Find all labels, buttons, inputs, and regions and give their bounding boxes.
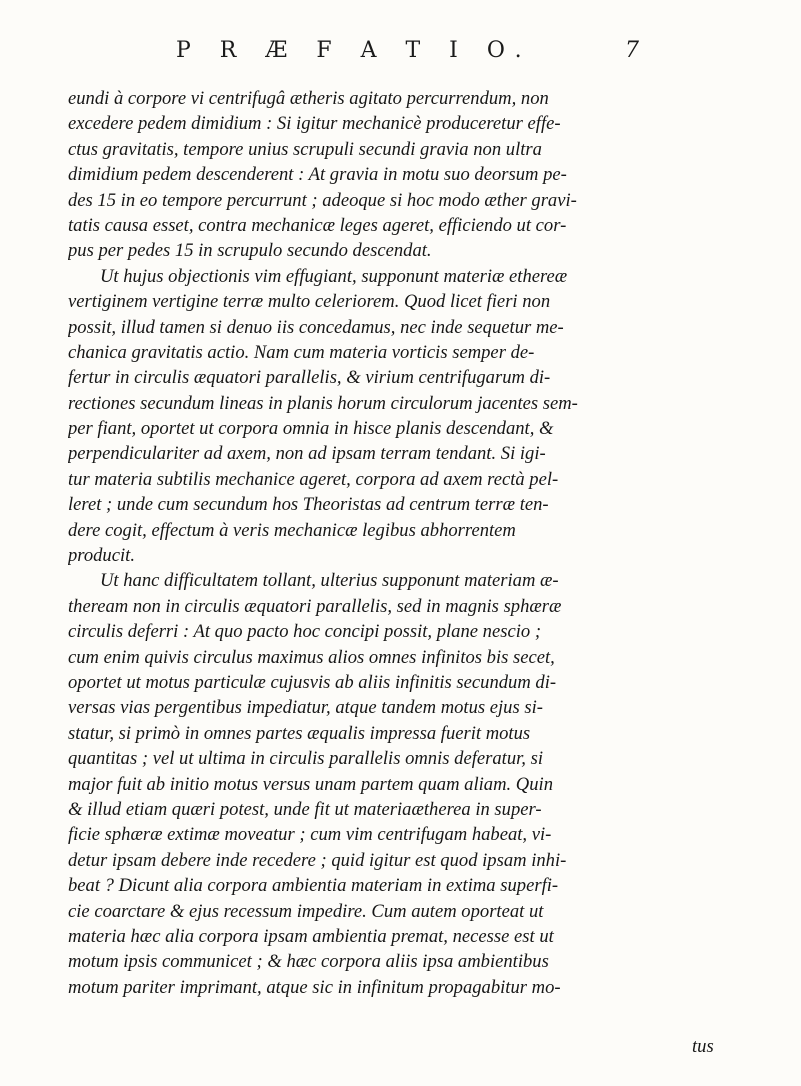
text-line: statur, si primò in omnes partes æqualis impressa fuerit motus: [68, 722, 531, 744]
body-text: [68, 86, 753, 1000]
text-line: fertur in circulis æquatori parallelis, & virium centrifugarum di-: [68, 367, 551, 389]
text-line: pus per pedes 15 in scrupulo secundo descendat.: [68, 240, 432, 262]
paragraph-start-line: Ut hanc difficultatem tollant, ulterius supponunt materiam æ-: [100, 570, 559, 592]
running-title: P R Æ F A T I O.: [176, 38, 533, 63]
page-number: 7: [625, 38, 639, 63]
text-line: motum pariter imprimant, atque sic in infinitum propagabitur mo-: [68, 976, 561, 998]
text-line: beat ? Dicunt alia corpora ambientia materiam in extima superfi-: [68, 875, 559, 897]
text-line: cum enim quivis circulus maximus alios omnes infinitos bis secet,: [68, 646, 555, 668]
text-line: excedere pedem dimidium : Si igitur mechanicè produceretur effe-: [68, 113, 561, 135]
text-line: quantitas ; vel ut ultima in circulis parallelis omnis deferatur, si: [68, 748, 543, 770]
text-line: cie coarctare & ejus recessum impedire. Cum autem oporteat ut: [68, 900, 544, 922]
text-line: leret ; unde cum secundum hos Theoristas ad centrum terræ ten-: [68, 494, 549, 516]
text-line: materia hæc alia corpora ipsam ambientia premat, necesse est ut: [68, 925, 554, 947]
text-line: ctus gravitatis, tempore unius scrupuli secundi gravia non ultra: [68, 138, 542, 160]
text-line: des 15 in eo tempore percurrunt ; adeoque si hoc modo æther gravi-: [68, 189, 577, 211]
text-line: possit, illud tamen si denuo iis concedamus, nec inde sequetur me-: [68, 316, 564, 338]
text-line: rectiones secundum lineas in planis horum circulorum jacentes sem-: [68, 392, 578, 414]
text-line: eundi à corpore vi centrifugâ ætheris agitato percurrendum, non: [68, 88, 549, 109]
text-line: perpendiculariter ad axem, non ad ipsam terram tendant. Si igi-: [68, 443, 546, 465]
text-line: dimidium pedem descenderent : At gravia in motu suo deorsum pe-: [68, 164, 567, 186]
text-line: motum ipsis communicet ; & hæc corpora aliis ipsa ambientibus: [68, 951, 549, 973]
catchword: tus: [692, 1036, 714, 1057]
text-line: tur materia subtilis mechanice ageret, corpora ad axem rectà pel-: [68, 468, 559, 490]
running-head: [150, 34, 650, 70]
paragraph-start-line: Ut hujus objectionis vim effugiant, supponunt materiæ ethereæ: [100, 265, 568, 287]
text-line: ficie sphæræ extimæ moveatur ; cum vim centrifugam habeat, vi-: [68, 824, 552, 846]
text-line: detur ipsam debere inde recedere ; quid igitur est quod ipsam inhi-: [68, 849, 567, 871]
text-line: theream non in circulis æquatori parallelis, sed in magnis sphæræ: [68, 595, 562, 617]
text-line: circulis deferri : At quo pacto hoc concipi possit, plane nescio ;: [68, 621, 542, 643]
text-line: vertiginem vertigine terræ multo celeriorem. Quod licet fieri non: [68, 291, 551, 313]
text-line: tatis causa esset, contra mechanicæ leges ageret, efficiendo ut cor-: [68, 214, 567, 236]
text-line: oportet ut motus particulæ cujusvis ab aliis infinitis secundum di-: [68, 671, 557, 693]
text-line: dere cogit, effectum à veris mechanicæ legibus abhorrentem: [68, 519, 516, 541]
text-line: major fuit ab initio motus versus unam partem quam aliam. Quin: [68, 773, 553, 795]
text-line: producit.: [68, 545, 135, 567]
text-line: & illud etiam quæri potest, unde fit ut materiaætherea in super-: [68, 798, 542, 820]
text-line: per fiant, oportet ut corpora omnia in hisce planis descendant, &: [68, 418, 554, 440]
text-line: versas vias pergentibus impediatur, atque tandem motus ejus si-: [68, 697, 543, 719]
text-line: chanica gravitatis actio. Nam cum materia vorticis semper de-: [68, 341, 535, 363]
